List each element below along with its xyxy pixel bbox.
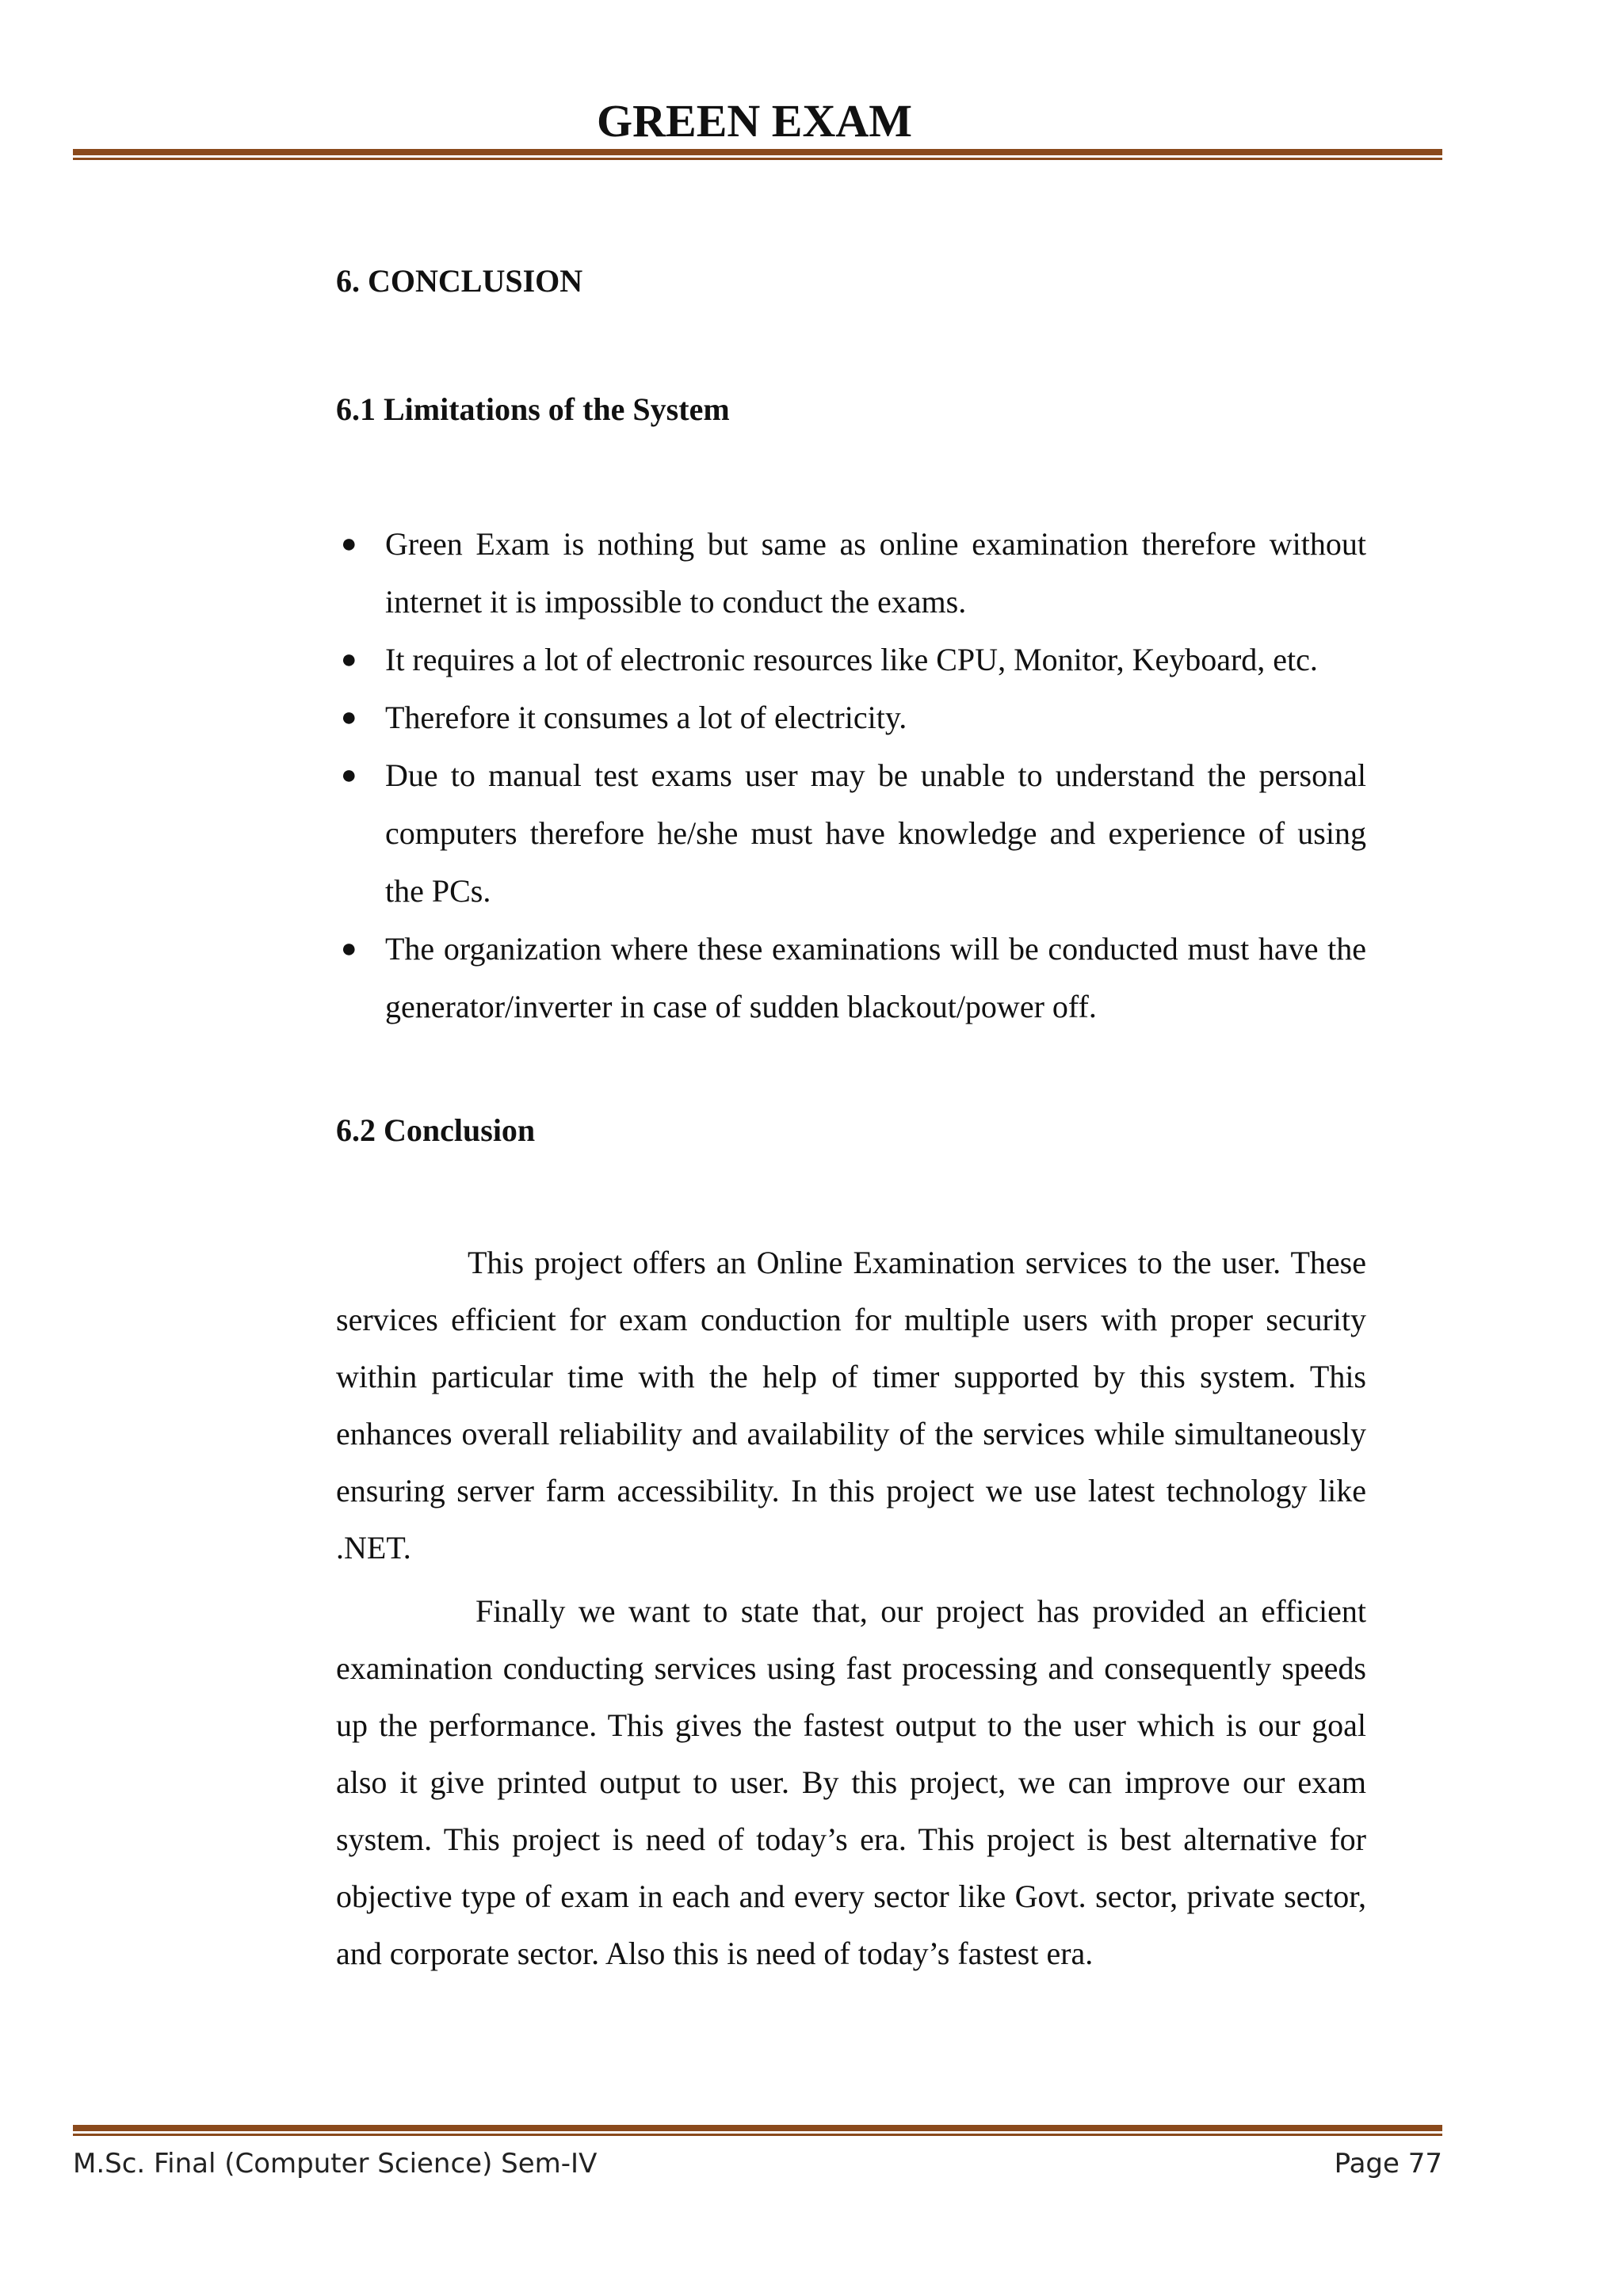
header-divider-thin bbox=[73, 158, 1442, 160]
limitation-text: Due to manual test exams user may be unable to understand the personal computers therefore he/she must have knowledge and experience of using the PCs. bbox=[385, 757, 1366, 909]
page-header-title: GREEN EXAM bbox=[597, 95, 912, 147]
limitation-text: Therefore it consumes a lot of electricity. bbox=[385, 700, 907, 735]
limitation-item bbox=[336, 631, 1366, 688]
limitation-item bbox=[336, 920, 1366, 1035]
limitations-list bbox=[336, 515, 1366, 1035]
conclusion-heading: 6.2 Conclusion bbox=[336, 1112, 536, 1148]
footer-divider bbox=[73, 2125, 1442, 2136]
limitation-text: The organization where these examinations will be conducted must have the generator/inverter in case of sudden blackout/power off. bbox=[385, 931, 1366, 1024]
limitations-heading: 6.1 Limitations of the System bbox=[336, 391, 730, 427]
header-divider bbox=[73, 149, 1442, 160]
bullet-icon: ● bbox=[341, 934, 357, 963]
limitation-text: It requires a lot of electronic resources like CPU, Monitor, Keyboard, etc. bbox=[385, 642, 1318, 677]
conclusion-paragraph: This project offers an Online Examination services to the user. These services efficient for exam conduction for multiple users with proper security within particular time with the help of timer supported by this system. This enhances overall reliability and availability of the services while simultaneously ensuring server farm accessibility. In this project we use latest technology like .NET. bbox=[336, 1245, 1366, 1566]
footer-course: M.Sc. Final (Computer Science) Sem-IV bbox=[73, 2148, 598, 2180]
chapter-heading: 6. CONCLUSION bbox=[336, 263, 583, 299]
footer-divider-thick bbox=[73, 2125, 1442, 2131]
conclusion-paragraph: Finally we want to state that, our project has provided an efficient examination conducting services using fast processing and consequently speeds up the performance. This gives the fastest output to the user which is our goal also it give printed output to user. By this project, we can improve our exam system. This project is need of today’s era. This project is best alternative for objective type of exam in each and every sector like Govt. sector, private sector, and corporate sector. Also this is need of today’s fastest era. bbox=[336, 1593, 1366, 1971]
bullet-icon: ● bbox=[341, 761, 357, 790]
footer-page-number: Page 77 bbox=[1334, 2148, 1442, 2180]
limitation-item bbox=[336, 515, 1366, 631]
footer-divider-thin bbox=[73, 2134, 1442, 2136]
limitation-item bbox=[336, 688, 1366, 746]
bullet-icon: ● bbox=[341, 645, 357, 674]
limitation-text: Green Exam is nothing but same as online examination therefore without internet it is impossible to conduct the exams. bbox=[385, 526, 1366, 620]
bullet-icon: ● bbox=[341, 529, 357, 559]
header-divider-thick bbox=[73, 149, 1442, 155]
limitation-item bbox=[336, 746, 1366, 920]
bullet-icon: ● bbox=[341, 703, 357, 732]
